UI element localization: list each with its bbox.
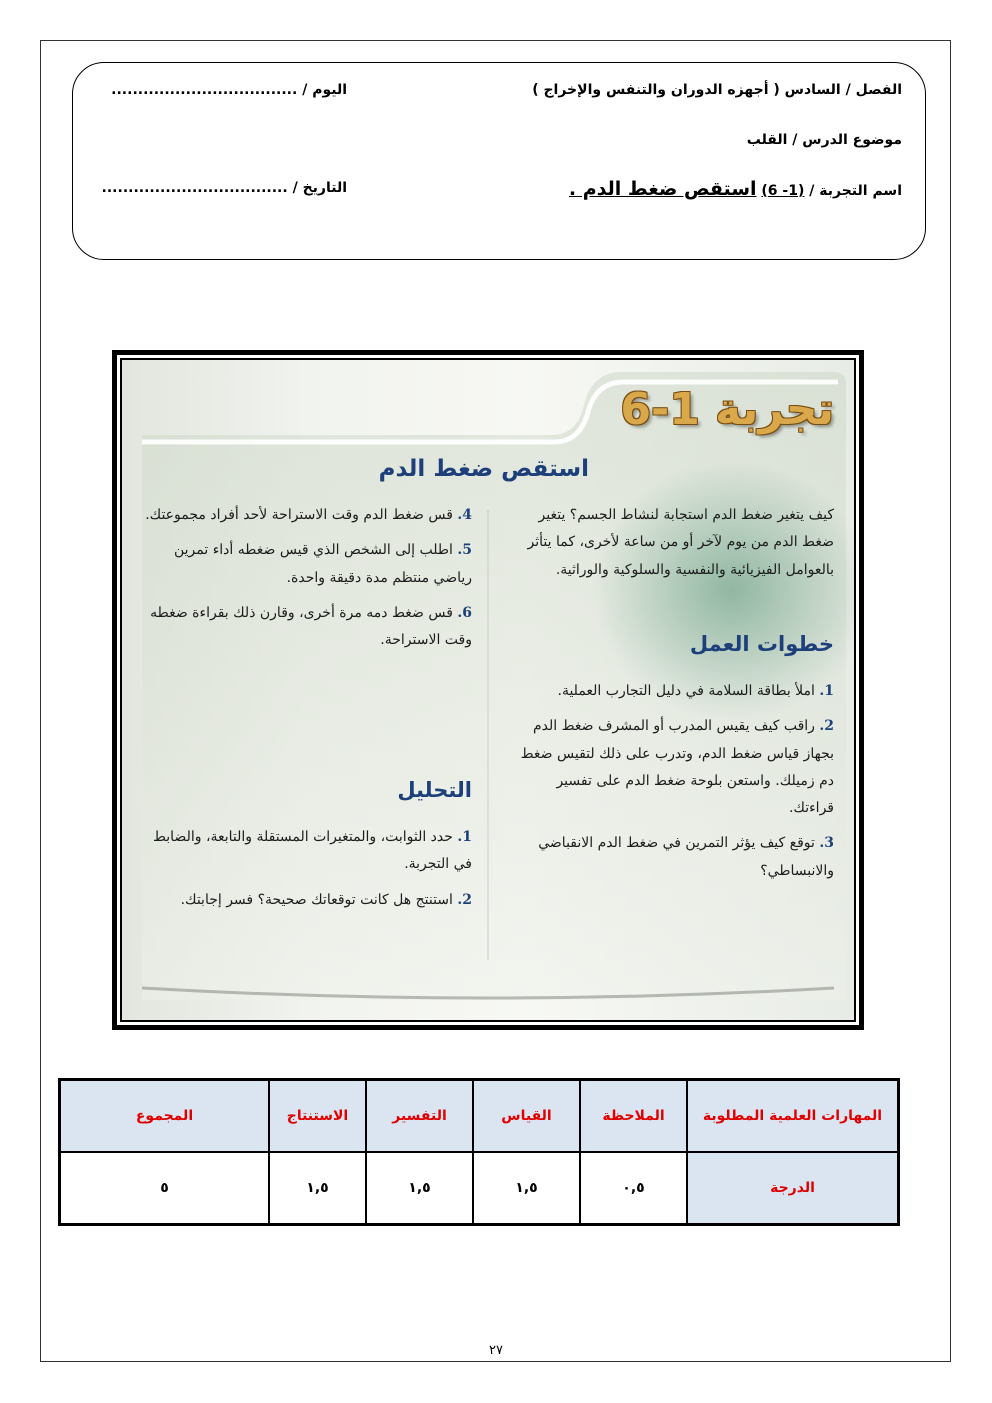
table-row xyxy=(60,1080,898,1152)
day-field xyxy=(111,82,347,98)
date-dots: ................................... xyxy=(101,180,288,196)
textbook-page xyxy=(122,360,854,1020)
table-header-cell: الاستنتاج xyxy=(269,1080,366,1152)
procedure-steps-left xyxy=(142,502,472,654)
procedure-step: 5. اطلب إلى الشخص الذي قيس ضغطه أداء تمرين رياضي منتظم مدة دقيقة واحدة. xyxy=(173,542,472,586)
procedure-step: 4. قس ضغط الدم وقت الاستراحة لأحد أفراد مجموعتك. xyxy=(145,507,472,523)
analysis-items xyxy=(142,824,472,914)
table-cell: ١,٥ xyxy=(366,1152,473,1224)
table-cell: ١,٥ xyxy=(473,1152,580,1224)
date-label: التاريخ / xyxy=(292,180,347,196)
analysis-heading: التحليل xyxy=(397,778,472,802)
table-row xyxy=(60,1152,898,1224)
day-label: اليوم / xyxy=(302,82,347,98)
procedure-step: 6. قس ضغط دمه مرة أخرى، وقارن ذلك بقراءة ضغطه وقت الاستراحة. xyxy=(150,604,472,649)
table-header-cell: الملاحظة xyxy=(580,1080,687,1152)
experiment-field xyxy=(569,178,902,200)
book-intro: كيف يتغير ضغط الدم استجابة لنشاط الجسم؟ يتغير ضغط الدم من يوم لآخر أو من ساعة لأخرى، كما يتأثر بالعوامل الفيزيائية والنفسية والسلوكية والوراثية. xyxy=(527,507,834,578)
table-header-cell: المجموع xyxy=(60,1080,269,1152)
lesson-label: موضوع الدرس / القلب xyxy=(746,132,902,148)
procedure-heading: خطوات العمل xyxy=(689,632,834,656)
procedure-step: 3. توقع كيف يؤثر التمرين في ضغط الدم الانقباضي والانبساطي؟ xyxy=(538,835,834,879)
procedure-step: 2. راقب كيف يقيس المدرب أو المشرف ضغط الدم بجهاز قياس ضغط الدم، وتدرب على ذلك لتقيس ضغط دم زميلك. واستعن بلوحة ضغط الدم على تفسير قراءتك. xyxy=(520,718,834,817)
table-cell: ١,٥ xyxy=(269,1152,366,1224)
analysis-item: 1. حدد الثوابت، والمتغيرات المستقلة والتابعة، والضابط في التجربة. xyxy=(152,829,472,873)
analysis-item: 2. استنتج هل كانت توقعاتك صحيحة؟ فسر إجابتك. xyxy=(180,891,472,908)
table-header-cell: المهارات العلمية المطلوبة xyxy=(687,1080,898,1152)
experiment-name: استقص ضغط الدم . xyxy=(568,178,757,200)
table-header-cell: التفسير xyxy=(366,1080,473,1152)
experiment-number: (1- 6) xyxy=(761,183,805,199)
experiment-badge: تجربة 1-6 xyxy=(620,384,834,435)
day-dots: ................................... xyxy=(111,82,298,98)
experiment-label: اسم التجربة / xyxy=(809,183,902,199)
table-cell: ٥ xyxy=(60,1152,269,1224)
table-cell: ٠,٥ xyxy=(580,1152,687,1224)
page-number: ٢٧ xyxy=(489,1343,503,1358)
textbook-image xyxy=(112,350,864,1030)
table-row-label: الدرجة xyxy=(687,1152,898,1224)
table-header-cell: القياس xyxy=(473,1080,580,1152)
chapter-label: الفصل / السادس ( أجهزه الدوران والتنفس والإخراج ) xyxy=(532,82,902,98)
procedure-step: 1. املأ بطاقة السلامة في دليل التجارب العملية. xyxy=(557,683,834,699)
skills-table xyxy=(58,1078,900,1226)
book-title: استقص ضغط الدم xyxy=(378,456,589,482)
date-field xyxy=(102,180,347,196)
procedure-steps-right xyxy=(514,678,834,885)
